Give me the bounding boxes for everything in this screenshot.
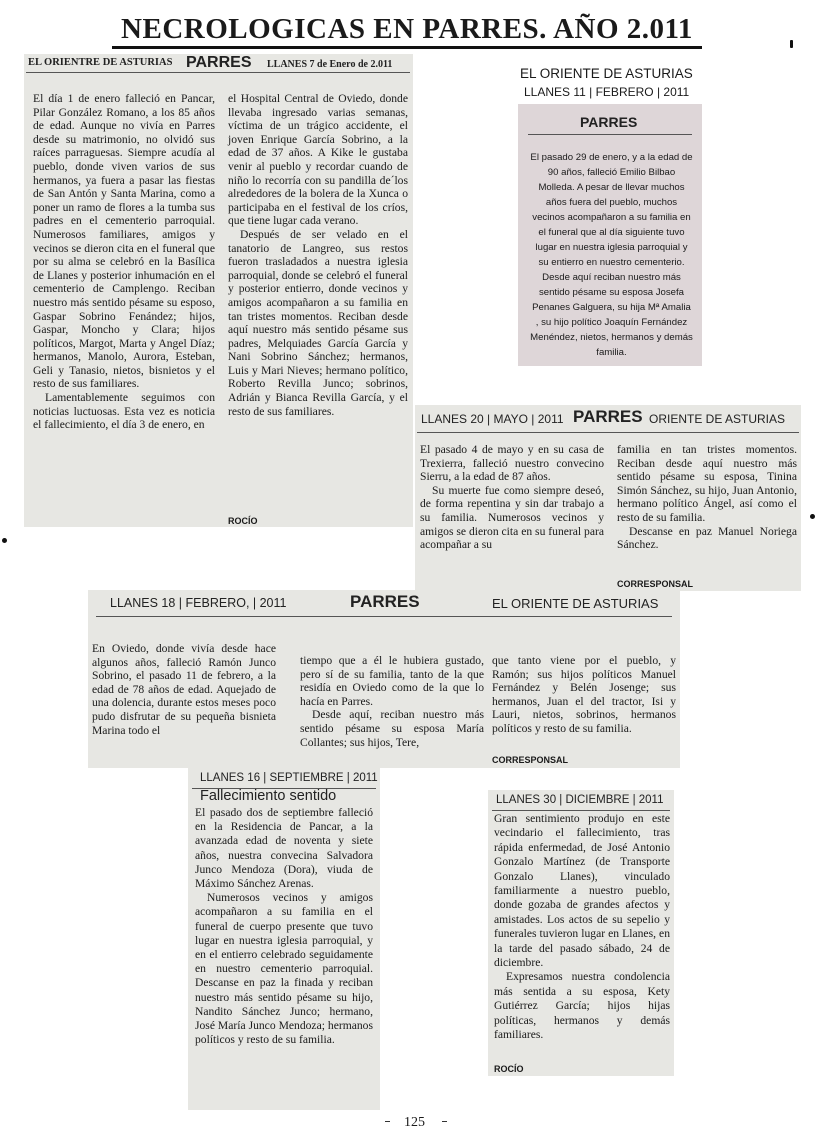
clipping-dec-30 (488, 790, 674, 1076)
page-number: 125 (404, 1115, 425, 1130)
clip2-source: EL ORIENTE DE ASTURIAS (520, 66, 693, 81)
clipping-feb-11 (518, 104, 702, 366)
paragraph: El pasado 4 de mayo y en su casa de Trexierra, falleció nuestro convecino Sierru, a la edad de 87 años. (420, 443, 604, 484)
paragraph: Desde aquí, reciban nuestro más sentido pésame su esposa María Collantes; sus hijos, Tere, (300, 708, 484, 749)
paragraph: tiempo que a él le hubiera gustado, pero sí de su familia, tanto de la que residía en Oviedo como de la que lo hacía en Parres. (300, 654, 484, 708)
clip-body (530, 150, 693, 360)
clip-body (494, 812, 670, 1043)
clipping-feb-18 (88, 590, 680, 768)
clipping-may-20 (415, 405, 801, 591)
paragraph: En Oviedo, donde vivía desde hace algunos años, falleció Ramón Junco Sobrino, el pasado 11 de febrero, a la edad de 78 años de edad. Aquejado de una dolencia, durante estos meses poco pudo disfrutar de su pequeña bisnieta Marina todo el (92, 642, 276, 737)
paragraph: que tanto viene por el pueblo, y Ramón; sus hijos políticos Manuel Fernández y Belén Josenge; sus hermanos, Juan el del tractor, Isi y Lauri, nietos, sobrinos, hermanos políticos y resto de su familia. (492, 654, 676, 735)
clip-signature: CORRESPONSAL (492, 755, 569, 765)
paragraph: Lamentablemente seguimos con noticias luctuosas. Esta vez es noticia el fallecimiento, el día 3 de enero, en (33, 391, 215, 432)
clipping-jan-7 (24, 54, 413, 527)
clip-rule (26, 72, 410, 73)
clip-dateline: LLANES 16 | SEPTIEMBRE | 2011 (200, 772, 378, 784)
page-title: NECROLOGICAS EN PARRES. AÑO 2.011 (112, 12, 702, 49)
clip-signature: ROCÍO (494, 1064, 524, 1074)
scan-dot (810, 514, 815, 519)
clip2-dateline: LLANES 11 | FEBRERO | 2011 (524, 85, 690, 99)
paragraph: Numerosos vecinos y amigos acompañaron a su familia en el funeral de cuerpo presente que tuvo lugar en nuestra iglesia parroquial, y en el entierro celebrado seguidamente en nuestro cementerio parroquial. Descanse en paz la finada y reciban nuestro más sentido pésame su hijo, Nandito Sánchez Junco; hermano, José María Junco Mendoza; hermanos políticos y resto de su familia. (195, 891, 373, 1047)
clip-heading: Fallecimiento sentido (200, 788, 337, 804)
page-dash (442, 1121, 447, 1122)
clip-section: PARRES (573, 407, 643, 426)
clip-body (195, 806, 373, 1047)
clip-column-2 (228, 92, 408, 418)
clip-section: PARRES (580, 114, 638, 130)
clip-column-1 (420, 443, 604, 552)
clip-column-1 (92, 642, 276, 737)
clip-source: ORIENTE DE ASTURIAS (649, 412, 786, 426)
clip-rule (528, 134, 692, 135)
paragraph: El pasado dos de septiembre falleció en la Residencia de Pancar, a la avanzada edad de noventa y siete años, nuestra convecina Salvadora Junco Mendoza (Dora), viuda de Máximo Sánchez Arenas. (195, 806, 373, 891)
clip-section: PARRES (186, 54, 252, 71)
clip-dateline: LLANES 30 | DICIEMBRE | 2011 (496, 794, 664, 806)
clip-column-2 (300, 654, 484, 749)
clip-column-2 (617, 443, 797, 552)
clip-column-1 (33, 92, 215, 432)
clip-dateline: LLANES 20 | MAYO | 2011 (421, 412, 564, 426)
scan-dot (790, 40, 793, 48)
clip-dateline: LLANES 18 | FEBRERO, | 2011 (110, 596, 287, 610)
paragraph: El día 1 de enero falleció en Pancar, Pilar González Romano, a los 85 años de edad. Aunque no vivía en Parres desde su matrimonio, no olvidó sus raíces parraguesas. Siempre acudía al pueblo, donde viven varios de sus hermanos, ya fuera a pasar las fiestas de San Antón y Santa Marina, como a poner un ramo de flores a la tumba sus padres en el cementerio parroquial. Numerosos familiares, amigos y vecinos se dieron cita en el funeral que por su alma se celebró en la Basílica de Llanes y posterior inhumación en el cementerio de Camplengo. Reciban nuestro más sentido pésame su esposo, Gaspar Sobrino Fenández; hijos, Gaspar, Moncho y Clara; hijos políticos, Margot, Marta y Angel Díaz; hermanos, Manolo, Aurora, Esteban, Geli y Tanasio, nietos, bisnietos y el resto de sus familiares. (33, 92, 215, 391)
clip-source: EL ORIENTE DE ASTURIAS (492, 596, 659, 611)
clip-rule (492, 810, 670, 811)
paragraph: Gran sentimiento produjo en este vecindario el fallecimiento, tras rápida enfermedad, de José Antonio Gonzalo Martínez (de Transporte Gonzalo Llanes), vinculado familiarmente a nuestro pueblo, donde gozaba de grandes afectos y amistades. Los actos de su sepelio y funerales tuvieron lugar en Llanes, en la tarde del pasado sábado, 24 de diciembre. (494, 812, 670, 970)
scan-dot (2, 538, 7, 543)
clip-rule (96, 616, 672, 617)
clip-source: EL ORIENTRE DE ASTURIAS (28, 57, 173, 68)
paragraph: Descanse en paz Manuel Noriega Sánchez. (617, 524, 797, 552)
clip-signature: ROCÍO (228, 516, 258, 526)
paragraph: el Hospital Central de Oviedo, donde llevaba ingresado varias semanas, víctima de un trágico accidente, el joven Enrique García Sobrino, a la edad de 37 años. A Kike le gustaba venir al pueblo y recordar cuando de niño lo recorría con su pandilla de´los alrededores de la bolera de la Xunca o participaba en el festival de los críos, que tiene lugar cada verano. (228, 92, 408, 228)
clipping-sep-16 (188, 768, 380, 1110)
clip-column-3 (492, 654, 676, 736)
clip-dateline: LLANES 7 de Enero de 2.011 (267, 59, 393, 70)
clip-section: PARRES (350, 592, 420, 611)
paragraph: familia en tan tristes momentos. Reciban desde aquí nuestro más sentido pésame su esposa, Tinina Simón Sánchez, su hijo, Juan Antonio, hermano político Ángel, así como el resto de su familia. (617, 443, 797, 524)
paragraph: Después de ser velado en el tanatorio de Langreo, sus restos fueron trasladados a nuestra iglesia parroquial, donde se celebró el funeral y posterior entierro, donde vecinos y amigos acompañaron a su familia en tan tristes momentos. Reciban desde aquí nuestro más sentido pésame sus padres, Melquiades García García y Nani Sobrino Sánchez; hermanos, Luis y Mari Nieves; hermano político, Roberto Revilla Junco; sobrinos, Adrián y Bianca Revilla García, y el resto de sus familiares. (228, 227, 408, 418)
clip-rule (417, 432, 799, 433)
clip-signature: CORRESPONSAL (617, 579, 694, 589)
paragraph: Expresamos nuestra condolencia más sentida a su esposa, Kety Gutiérrez García; hijos hijas políticas, hermanos y demás familiares. (494, 970, 670, 1042)
paragraph: Su muerte fue como siempre deseó, de forma repentina y sin dar trabajo a su familia. Numerosos vecinos y amigos se dieron cita en su funeral para acompañar a su (420, 483, 604, 552)
paragraph: El pasado 29 de enero, y a la edad de 90 años, falleció Emilio Bilbao Molleda. A pesar de llevar muchos años fuera del pueblo, muchos vecinos acompañaron a su familia en el funeral que al día siguiente tuvo lugar en nuestra iglesia parroquial y su entierro en nuestro cementerio. Desde aquí reciban nuestro más sentido pésame su esposa Josefa Penanes Galguera, su hija Mª Amalia , su hijo político Joaquín Fernández Menéndez, nietos, hermanos y demás familia. (530, 152, 693, 358)
page-dash (385, 1121, 390, 1122)
